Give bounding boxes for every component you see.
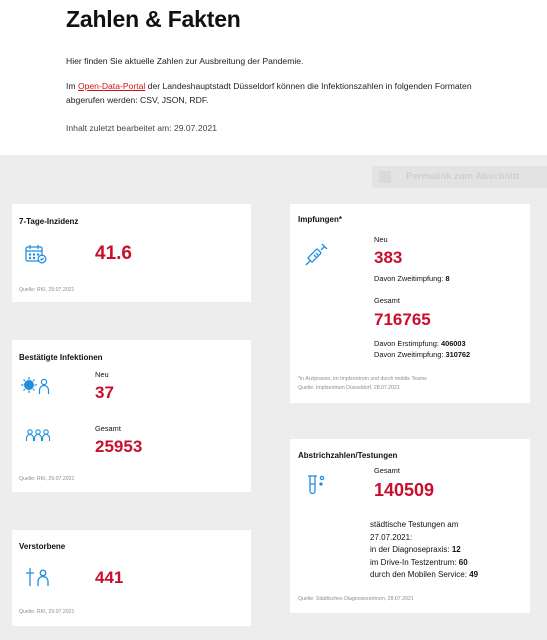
deaths-card <box>12 530 251 626</box>
tests-mobile-service: durch den Mobilen Service: 49 <box>370 570 479 579</box>
syringe-icon <box>305 242 329 266</box>
tests-detail-line2: 27.07.2021: <box>370 533 413 542</box>
tests-total-label: Gesamt <box>374 466 400 475</box>
tests-drive-in: im Drive-In Testzentrum: 60 <box>370 558 468 567</box>
deaths-title: Verstorbene <box>19 542 66 551</box>
vaccinations-source: Quelle: Impfzentrum Düsseldorf, 28.07.2021 <box>298 385 400 391</box>
vaccinations-total-label: Gesamt <box>374 296 400 305</box>
infections-title: Bestätigte Infektionen <box>19 353 103 362</box>
infections-total-value: 25953 <box>95 437 143 456</box>
deaths-source: Quelle: RKI, 29.07.2021 <box>19 609 75 615</box>
incidence-card <box>12 204 251 302</box>
page-title: Zahlen & Fakten <box>66 6 241 32</box>
deaths-value: 441 <box>95 568 124 587</box>
vaccinations-card <box>290 204 530 403</box>
tests-card <box>290 439 530 613</box>
infections-total-label: Gesamt <box>95 424 121 433</box>
open-data-portal-link[interactable]: Open-Data-Portal <box>77 81 146 91</box>
vaccinations-first-dose: Davon Erstimpfung: 406003 <box>374 339 466 348</box>
infections-source: Quelle: RKI, 29.07.2021 <box>19 476 75 482</box>
vaccinations-new-value: 383 <box>374 248 403 267</box>
tests-total-value: 140509 <box>374 480 435 500</box>
tests-diagnosepraxis: in der Diagnosepraxis: 12 <box>370 545 461 554</box>
cross-person-icon <box>25 567 51 587</box>
vaccinations-total-value: 716765 <box>374 310 431 329</box>
incidence-value: 41.6 <box>95 243 132 264</box>
tests-source: Quelle: Städtisches Diagnosezentrum, 28.07.2021 <box>298 596 414 602</box>
vaccinations-second-dose: Davon Zweitimpfung: 310762 <box>374 350 471 359</box>
infections-new-label: Neu <box>95 370 109 379</box>
vaccinations-title: Impfungen* <box>298 215 342 224</box>
vaccinations-new-label: Neu <box>374 235 388 244</box>
incidence-source: Quelle: RKI, 29.07.2021 <box>19 287 75 293</box>
vaccinations-footnote: *in Arztpraxen, im Impfzentrum und durch mobile Teams <box>298 376 427 382</box>
calendar-icon <box>25 244 47 264</box>
last-updated: Inhalt zuletzt bearbeitet am: 29.07.2021 <box>66 123 217 133</box>
incidence-title: 7-Tage-Inzidenz <box>19 217 79 226</box>
tests-title: Abstrichzahlen/Testungen <box>298 451 398 460</box>
link-icon <box>379 171 391 183</box>
tests-detail-line1: städtische Testungen am <box>370 520 459 529</box>
permalink-button[interactable] <box>372 166 547 188</box>
vaccinations-new-second: Davon Zweitimpfung: 8 <box>374 274 450 283</box>
group-icon <box>25 428 51 444</box>
intro-text: Hier finden Sie aktuelle Zahlen zur Ausbreitung der Pandemie. <box>66 56 304 66</box>
test-tube-icon <box>306 473 326 497</box>
virus-person-icon <box>21 376 51 396</box>
infections-card <box>12 340 251 492</box>
infections-new-value: 37 <box>95 383 114 402</box>
permalink-label: Permalink zum Abschnitt <box>406 171 520 182</box>
open-data-text: Im Open-Data-Portal der Landeshauptstadt Düsseldorf können die Infektionszahlen in folgenden Formaten abgerufen werden: CSV, JSON, RDF. <box>66 81 472 105</box>
intro-section <box>0 0 547 155</box>
